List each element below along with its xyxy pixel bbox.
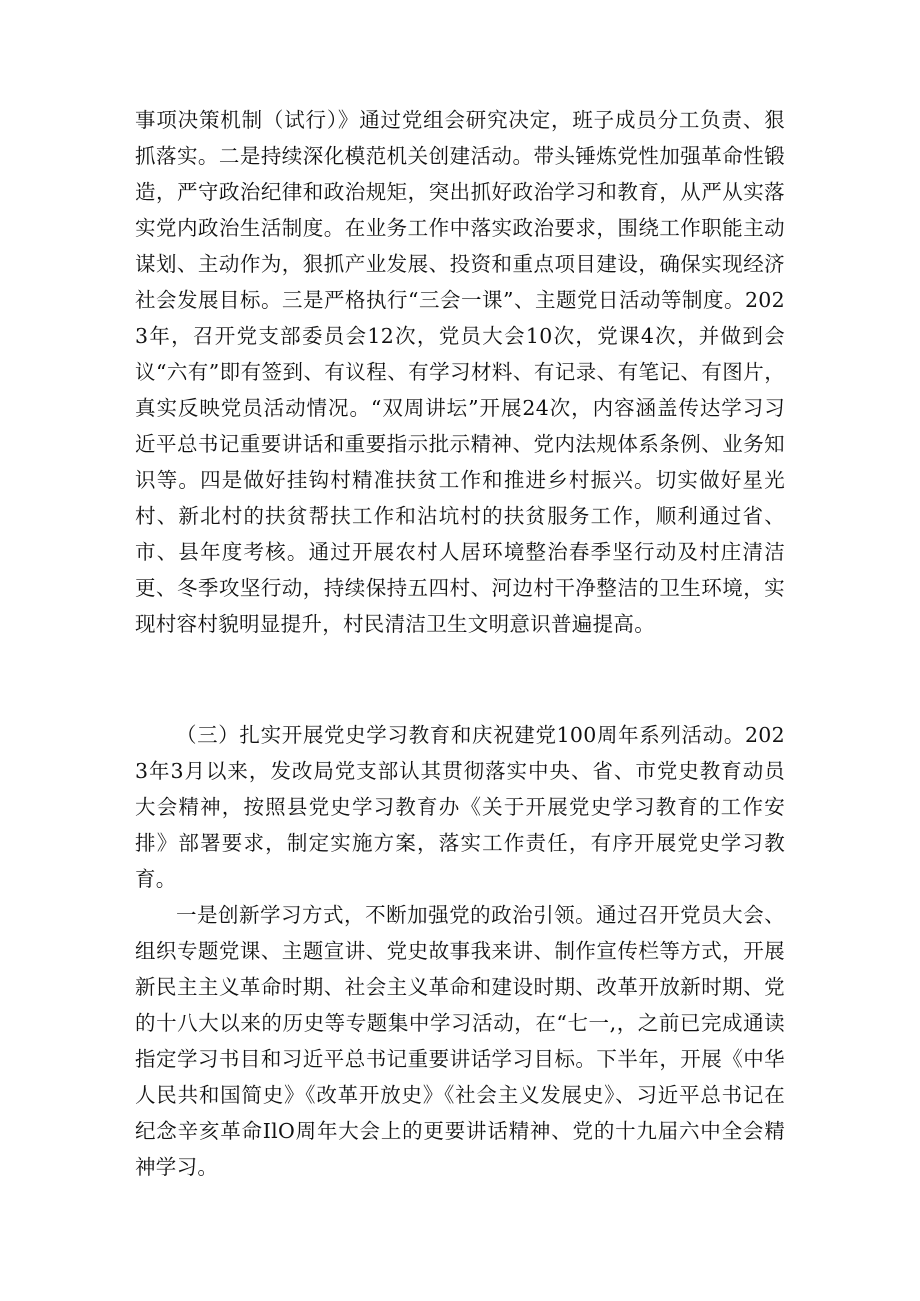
body-paragraph-party-history-education: （三）扎实开展党史学习教育和庆祝建党100周年系列活动。2023年3月以来，发改局党支部认其贯彻落实中央、省、市党史教育动员大会精神，按照县党史学习教育办《关于开展党史学习教育的工作安排》部署要求，制定实施方案，落实工作责任，有序开展党史学习教育。: [135, 723, 785, 891]
body-paragraph-innovative-learning: 一是创新学习方式，不断加强党的政治引领。通过召开党员大会、组织专题党课、主题宣讲、党史故事我来讲、制作宣传栏等方式，开展新民主主义革命时期、社会主义革命和建设时期、改革开放新时期、党的十八大以来的历史等专题集中学习活动，在“七一,，之前已完成通读指定学习书目和习近平总书记重要讲话学习目标。下半年，开展《中华人民共和国简史》《改革开放史》《社会主义发展史》、习近平总书记在纪念辛亥革命IlO周年大会上的更要讲话精神、党的十九届六中全会精神学习。: [135, 903, 785, 1179]
body-paragraph-party-building: 事项决策机制（试行）》通过党组会研究决定，班子成员分工负责、狠抓落实。二是持续深化模范机关创建活动。带头锤炼党性加强革命性锻造，严守政治纪律和政治规矩，突出抓好政治学习和教育，从严从实落实党内政治生活制度。在业务工作中落实政治要求，围绕工作职能主动谋划、主动作为，狠抓产业发展、投资和重点项目建设，确保实现经济社会发展目标。三是严格执行“三会一课”、主题党日活动等制度。2023年，召开党支部委员会12次，党员大会10次，党课4次，并做到会议“六有”即有签到、有议程、有学习材料、有记录、有笔记、有图片，真实反映党员活动情况。“双周讲坛”开展24次，内容涵盖传达学习习近平总书记重要讲话和重要指示批示精神、党内法规体系条例、业务知识等。四是做好挂钩村精准扶贫工作和推进乡村振兴。切实做好星光村、新北村的扶贫帮扶工作和沾坑村的扶贫服务工作，顺利通过省、市、县年度考核。通过开展农村人居环境整治春季坚行动及村庄清洁更、冬季攻坚行动，持续保持五四村、河边村干净整洁的卫生环境，实现村容村貌明显提升，村民清洁卫生文明意识普遍提高。: [135, 108, 785, 636]
